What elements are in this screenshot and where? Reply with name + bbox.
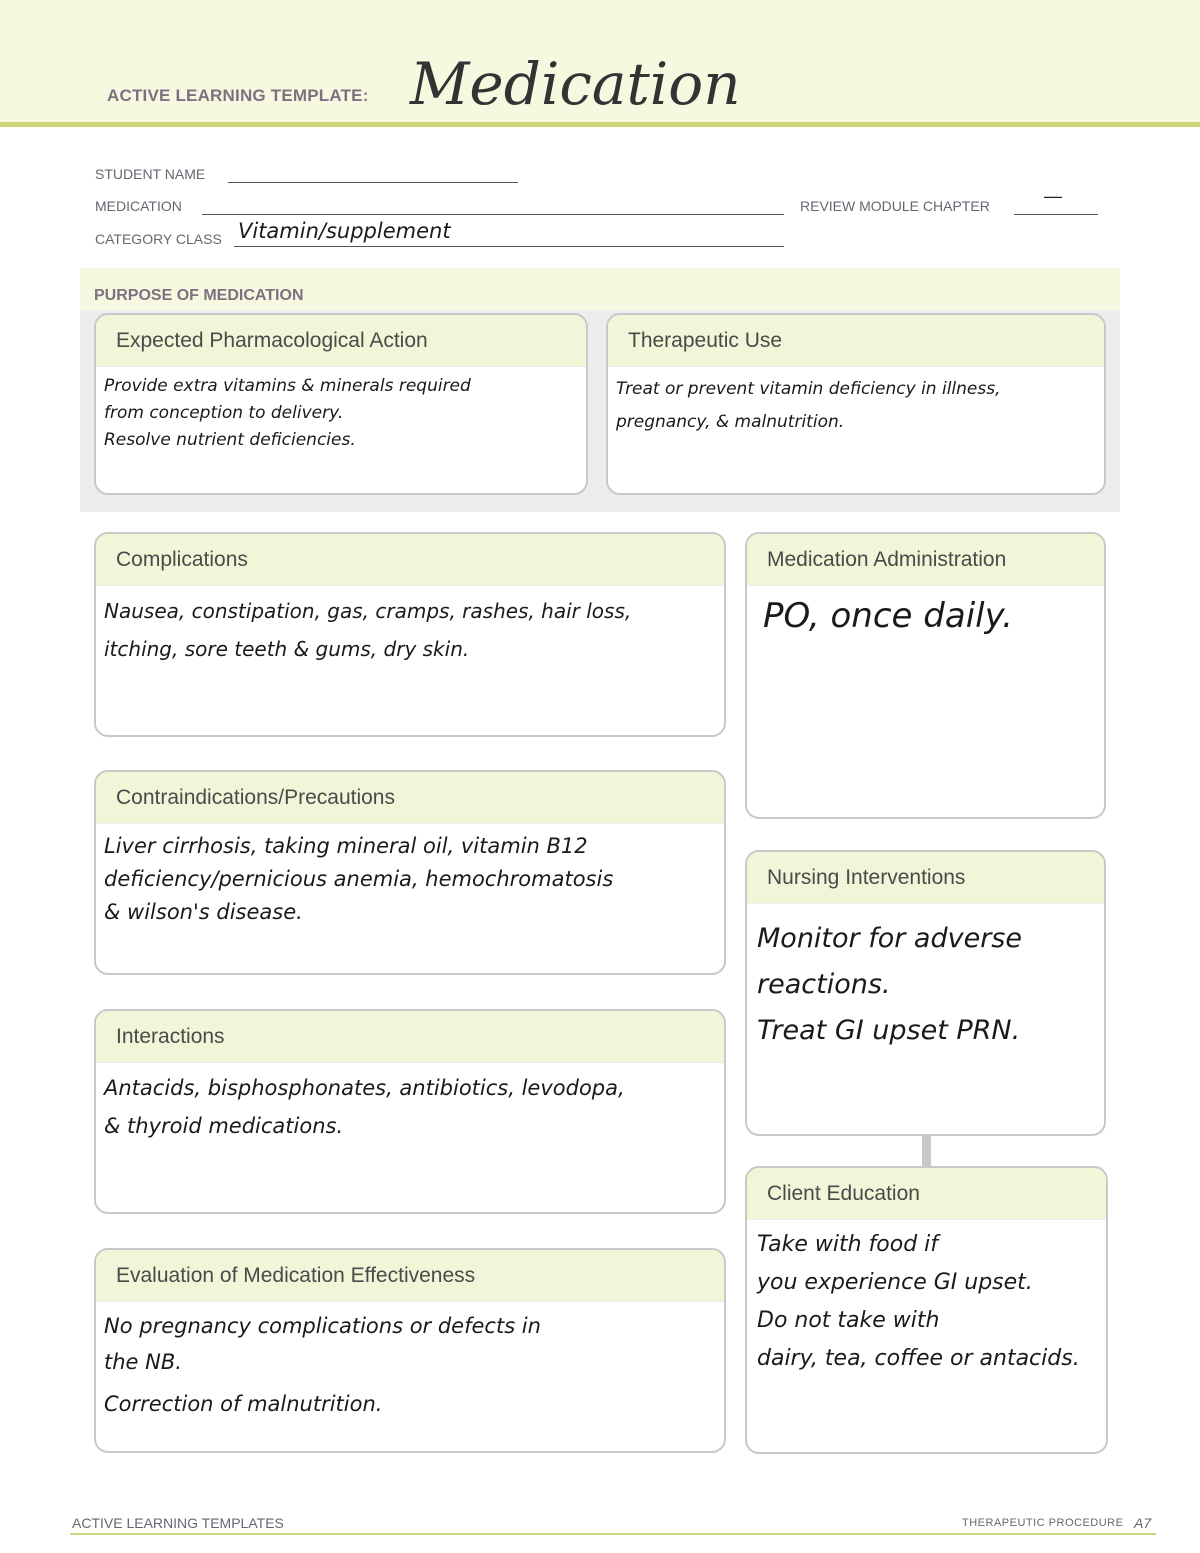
administration-box [745, 532, 1106, 819]
client-education-line: you experience GI upset. [757, 1270, 1033, 1295]
therapeutic-use-title: Therapeutic Use [608, 315, 1104, 367]
evaluation-line: the NB. [104, 1350, 182, 1374]
therapeutic-use-line: Treat or prevent vitamin deficiency in illness, [616, 379, 1001, 399]
complications-title: Complications [96, 534, 724, 586]
nursing-interventions-line: reactions. [757, 969, 891, 1000]
footer-left: ACTIVE LEARNING TEMPLATES [72, 1515, 284, 1531]
student-name-field[interactable] [228, 182, 518, 183]
complications-box [94, 532, 726, 737]
nursing-interventions-text[interactable] [747, 904, 1104, 1054]
expected-action-line: Provide extra vitamins & minerals required [104, 376, 471, 396]
purpose-label: PURPOSE OF MEDICATION [94, 287, 304, 304]
category-class-field[interactable] [234, 246, 784, 247]
nursing-interventions-line: Monitor for adverse [757, 923, 1022, 954]
category-class-value: Vitamin/supplement [238, 219, 451, 243]
contraindications-line: & wilson's disease. [104, 900, 303, 924]
evaluation-box [94, 1248, 726, 1453]
category-class-label: CATEGORY CLASS [95, 231, 222, 247]
review-module-chapter-value: — [1044, 186, 1062, 206]
interactions-line: & thyroid medications. [104, 1114, 344, 1138]
client-education-text[interactable] [747, 1220, 1106, 1378]
interactions-text[interactable] [96, 1063, 724, 1145]
evaluation-line: Correction of malnutrition. [104, 1392, 383, 1416]
medication-label: MEDICATION [95, 198, 182, 214]
therapeutic-use-text[interactable] [608, 367, 1104, 439]
box-connector [922, 1134, 931, 1168]
expected-action-box [94, 313, 588, 495]
complications-line: Nausea, constipation, gas, cramps, rashes, hair loss, [104, 599, 632, 623]
contraindications-box [94, 770, 726, 975]
interactions-title: Interactions [96, 1011, 724, 1063]
client-education-box [745, 1166, 1108, 1454]
evaluation-text[interactable] [96, 1302, 724, 1422]
client-education-title: Client Education [747, 1168, 1106, 1220]
expected-action-line: Resolve nutrient deficiencies. [104, 430, 356, 450]
student-name-label: STUDENT NAME [95, 166, 206, 182]
contraindications-text[interactable] [96, 824, 724, 929]
client-education-line: dairy, tea, coffee or antacids. [757, 1346, 1080, 1371]
administration-title: Medication Administration [747, 534, 1104, 586]
expected-action-text[interactable] [96, 367, 586, 454]
review-module-chapter-label: REVIEW MODULE CHAPTER [800, 198, 990, 214]
review-module-chapter-field[interactable] [1014, 214, 1098, 215]
contraindications-line: deficiency/pernicious anemia, hemochromatosis [104, 867, 614, 891]
expected-action-title: Expected Pharmacological Action [96, 315, 586, 367]
page-title: Medication [410, 50, 741, 118]
header-rule [0, 122, 1200, 127]
template-label: ACTIVE LEARNING TEMPLATE: [107, 86, 369, 105]
page-number: A7 [1134, 1515, 1152, 1531]
contraindications-title: Contraindications/Precautions [96, 772, 724, 824]
footer-right: THERAPEUTIC PROCEDURE [962, 1517, 1124, 1529]
nursing-interventions-title: Nursing Interventions [747, 852, 1104, 904]
administration-text[interactable] [747, 586, 1104, 640]
client-education-line: Do not take with [757, 1308, 940, 1333]
complications-text[interactable] [96, 586, 724, 668]
interactions-box [94, 1009, 726, 1214]
therapeutic-use-line: pregnancy, & malnutrition. [616, 412, 845, 432]
expected-action-line: from conception to delivery. [104, 403, 344, 423]
therapeutic-use-box [606, 313, 1106, 495]
footer-rule [70, 1533, 1156, 1535]
administration-line: PO, once daily. [763, 596, 1013, 636]
interactions-line: Antacids, bisphosphonates, antibiotics, levodopa, [104, 1076, 625, 1100]
client-education-line: Take with food if [757, 1232, 939, 1257]
complications-line: itching, sore teeth & gums, dry skin. [104, 637, 470, 661]
medication-field[interactable] [202, 214, 784, 215]
nursing-interventions-box [745, 850, 1106, 1136]
evaluation-line: No pregnancy complications or defects in [104, 1314, 541, 1338]
nursing-interventions-line: Treat GI upset PRN. [757, 1015, 1021, 1046]
evaluation-title: Evaluation of Medication Effectiveness [96, 1250, 724, 1302]
contraindications-line: Liver cirrhosis, taking mineral oil, vitamin B12 [104, 834, 588, 858]
